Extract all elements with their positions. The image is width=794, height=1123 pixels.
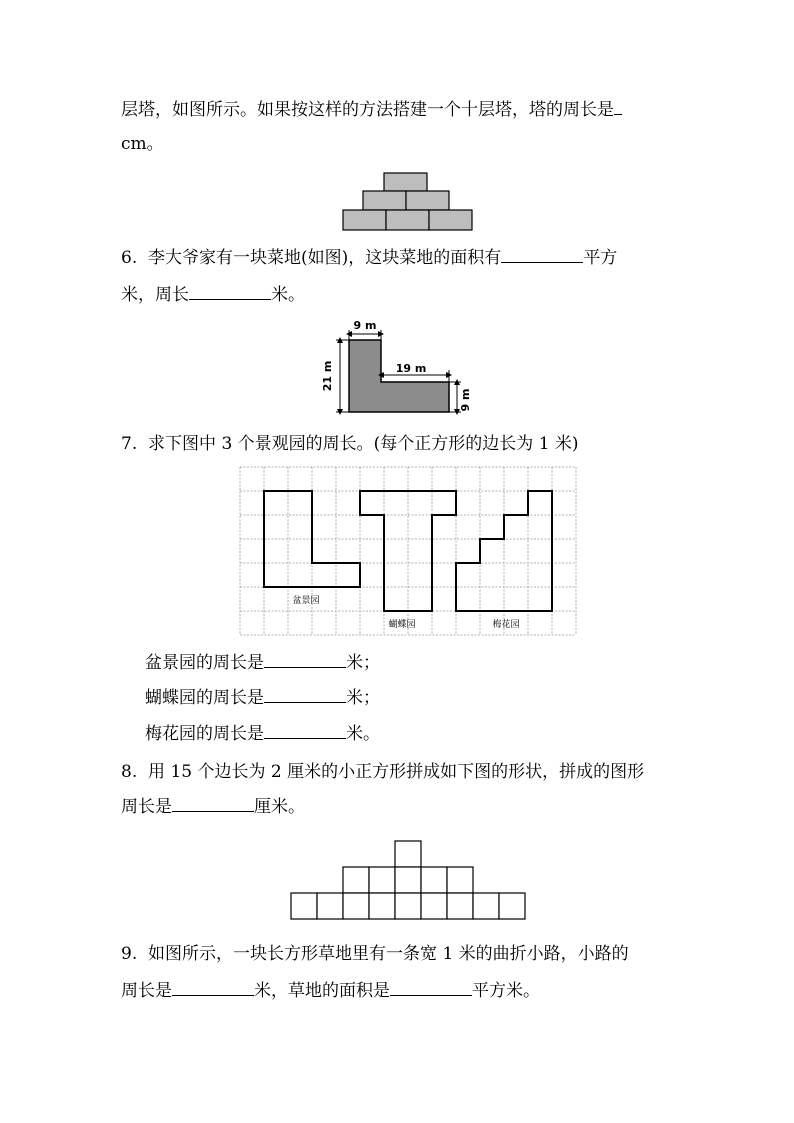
l-shape-field (349, 340, 449, 412)
dim-inner-label: 19 m (395, 362, 427, 375)
small-square (343, 893, 369, 919)
q9-text-line1 (121, 942, 629, 966)
q6-area-blank[interactable] (501, 246, 583, 263)
q5-text-line2: cm。 (121, 134, 164, 154)
small-square (395, 893, 421, 919)
q8-number: 8. (121, 762, 138, 782)
q6-line1-text: 李大爷家有一块菜地(如图)，这块菜地的面积有 (148, 248, 502, 268)
q8-text-line1 (121, 760, 644, 784)
q6-line1-unit: 平方 (583, 248, 618, 268)
q7-answer-unit: 米。 (346, 724, 380, 744)
small-square (291, 893, 317, 919)
tower-brick (343, 210, 386, 230)
q5-text-line1 (121, 98, 622, 122)
q7-answer-meihua (145, 722, 380, 746)
penjing-garden-label: 盆景园 (292, 596, 320, 606)
q9-line2-unit: 平方米。 (472, 981, 540, 1001)
small-square (499, 893, 525, 919)
tower-brick (384, 173, 427, 191)
q6-line2-unit: 米。 (271, 285, 305, 305)
q9-line2-middle: 米，草地的面积是 (254, 981, 390, 1001)
q7-answer-label: 盆景园的周长是 (145, 653, 264, 673)
small-square (447, 893, 473, 919)
q7-answer-hudie (145, 686, 380, 710)
q7-penjing-blank[interactable] (264, 651, 346, 668)
q9-text-line2 (121, 979, 540, 1003)
q6-text-line1 (121, 246, 617, 270)
q8-text-line2 (121, 795, 305, 819)
q7-meihua-blank[interactable] (264, 722, 346, 739)
small-square (447, 867, 473, 893)
q7-answer-label: 蝴蝶园的周长是 (145, 688, 264, 708)
q9-line1-text: 如图所示，一块长方形草地里有一条宽 1 米的曲折小路，小路的 (148, 944, 629, 964)
tower-brick (363, 191, 406, 210)
q9-path-perimeter-blank[interactable] (172, 979, 254, 996)
q7-number: 7. (121, 434, 138, 454)
q9-number: 9. (121, 944, 138, 964)
meihua-garden-label: 梅花园 (492, 620, 520, 630)
small-square (369, 893, 395, 919)
small-square (343, 867, 369, 893)
small-square (421, 893, 447, 919)
q7-answer-unit: 米； (346, 688, 380, 708)
q6-text-line2 (121, 283, 305, 307)
q9-lawn-area-blank[interactable] (390, 979, 472, 996)
dim-top-label: 9 m (353, 319, 377, 332)
q8-line1-text: 用 15 个边长为 2 厘米的小正方形拼成如下图的形状，拼成的图形 (148, 762, 645, 782)
hudie-garden-label: 蝴蝶园 (388, 620, 416, 630)
tower-brick (406, 191, 449, 210)
q8-line2-text: 周长是 (121, 797, 172, 817)
q6-number: 6. (121, 248, 138, 268)
small-square (369, 867, 395, 893)
small-square (317, 893, 343, 919)
tower-figure (343, 172, 473, 232)
small-square (421, 867, 447, 893)
vegetable-field-figure (318, 314, 478, 419)
grid-lines (240, 467, 576, 635)
q7-question-text: 求下图中 3 个景观园的周长。(每个正方形的边长为 1 米) (148, 434, 579, 454)
q7-answer-label: 梅花园的周长是 (145, 724, 264, 744)
small-square (395, 841, 421, 867)
tower-brick (386, 210, 429, 230)
q7-answer-unit: 米； (346, 653, 380, 673)
q6-perimeter-blank[interactable] (189, 283, 271, 300)
q8-line2-unit: 厘米。 (254, 797, 305, 817)
q6-line2-text: 米，周长 (121, 285, 189, 305)
squares-figure (290, 840, 526, 920)
small-square (473, 893, 499, 919)
q5-answer-blank[interactable] (614, 98, 622, 115)
garden-grid-figure (240, 467, 576, 635)
q7-hudie-blank[interactable] (264, 686, 346, 703)
q7-text (121, 432, 579, 456)
tower-brick (429, 210, 472, 230)
q9-line2-text: 周长是 (121, 981, 172, 1001)
q7-answer-penjing (145, 651, 380, 675)
dim-left-label: 21 m (321, 360, 334, 392)
q5-line1-text: 层塔，如图所示。如果按这样的方法搭建一个十层塔，塔的周长是 (121, 100, 614, 120)
dim-right-label: 9 m (459, 388, 472, 412)
q8-perimeter-blank[interactable] (172, 795, 254, 812)
small-square (395, 867, 421, 893)
